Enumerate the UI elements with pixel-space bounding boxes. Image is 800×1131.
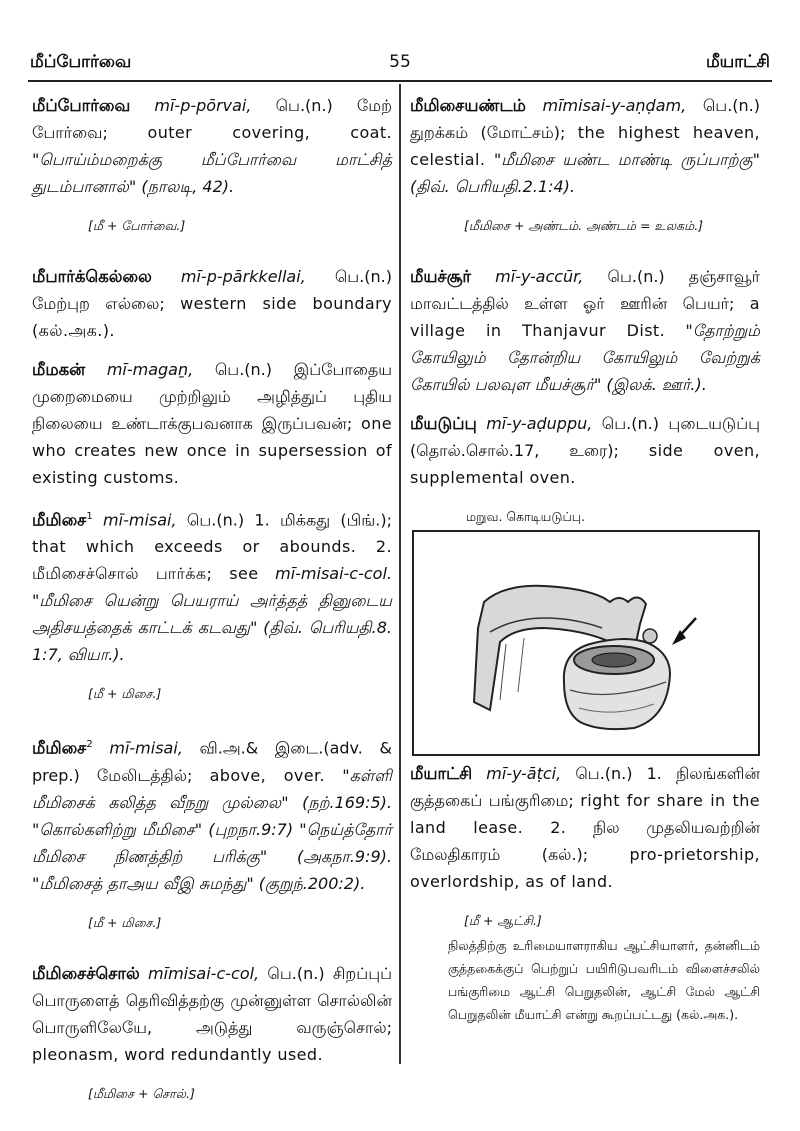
headword: மீமகன் <box>32 360 86 379</box>
oven-illustration-figure <box>412 530 760 756</box>
side-oven-illustration <box>414 532 758 754</box>
right-column <box>410 92 760 587</box>
dictionary-entry <box>410 410 760 491</box>
etymology: [மீமிசை + அண்டம். அண்டம் = உலகம்.] <box>464 218 704 233</box>
dictionary-entry <box>410 92 760 200</box>
transliteration: mī-y-aḍuppu, <box>486 414 593 433</box>
tamil-definition: சிறப்புப் பொருளைத் தெரிவித்தற்கு முன்னுள்ள சொல்லின் பொருளிலேயே, அடுத்து வருஞ்சொல்; <box>32 963 392 1037</box>
etymology: [மீமிசை + சொல்.] <box>88 1085 195 1101</box>
dictionary-entry <box>32 731 392 896</box>
dictionary-entry <box>32 263 392 344</box>
quotation: "கள்ளி மீமிசைக் கலித்த வீநறு முல்லை" (நற்.169:5). "கொல்களிற்று மீமிசை" (புறநா.9:7) "நெய்த்தோர் மீமிசை நிணத்திற் பரிக்கு" (அகநா.9:9). "மீமிசைத் தாஅய வீஇ சுமந்து" (குறுந்.200:2). <box>32 765 392 893</box>
left-column <box>32 92 392 1131</box>
tamil-definition: துறக்கம் (மோட்சம்); <box>410 123 566 142</box>
grammar-tag: பெ.(n.) <box>267 963 325 983</box>
headword: மீப்போர்வை <box>32 96 131 115</box>
right-column-lower <box>410 760 760 958</box>
tamil-definition: மேற்புற எல்லை; <box>32 294 165 313</box>
tamil-definition-2: நில முதலியவற்றின் மேலதிகாரம் (கல்.); <box>410 818 760 864</box>
grammar-tag: பெ.(n.) <box>214 360 272 379</box>
transliteration: mīmisai-c-col, <box>148 963 260 983</box>
english-definition: above, over. <box>209 765 326 785</box>
transliteration: mī-misai, <box>109 738 183 758</box>
headword: மீயச்சூர் <box>410 267 472 286</box>
english-definition: pleonasm, word redundantly used. <box>32 1044 323 1064</box>
grammar-tag: பெ.(n.) <box>607 267 665 286</box>
tamil-definition: இப்போதைய முறைமையை முற்றிலும் அழித்துப் புதிய நிலையை உண்டாக்குபவனாக இருப்பவன்; <box>32 360 393 433</box>
quotation: "மீமிசை யென்று பெயராய் அர்த்தத் தினுடைய அதிசயத்தைக் காட்டக் கடவது" <box>32 591 392 638</box>
homonym-number: 2 <box>86 739 93 751</box>
citation: (திவ். பெரியதி.8. 1:7, வியா.). <box>32 618 392 665</box>
grammar-tag: பெ.(n.) <box>601 414 659 433</box>
tamil-definition: 1. நிலங்களின் குத்தகைப் பங்குரிமை; <box>410 764 761 810</box>
english-definition: western side boundary (கல்.அக.). <box>32 294 392 340</box>
etymology: [மீ + ஆட்சி.] <box>464 913 542 928</box>
dictionary-entry <box>410 760 760 895</box>
tamil-definition: புடையடுப்பு (தொல்.சொல்.17, உரை); <box>410 414 760 460</box>
english-definition: that which exceeds or abounds. 2. மீமிசைச்சொல் பார்க்க; see <box>32 537 392 584</box>
grammar-tag: பெ.(n.) <box>334 267 392 286</box>
english-definition: a village in Thanjavur Dist. <box>410 294 760 340</box>
tamil-definition: மேலிடத்தில்; <box>96 765 193 785</box>
grammar-tag: பெ.(n.) <box>575 764 633 783</box>
etymology: [மீ + மிசை.] <box>88 686 162 702</box>
english-definition-2: pro-prietorship, overlordship, as of land. <box>410 845 760 891</box>
transliteration: mī-y-āṭci, <box>486 764 562 783</box>
quotation: "மீமிசை யண்ட மாண்டி ருப்பாற்கு" <box>493 150 760 169</box>
english-definition: one who creates new once in supersession of existing customs. <box>32 414 393 487</box>
grammar-tag: பெ.(n.) <box>275 96 333 115</box>
headword: மீமிசை <box>32 510 87 530</box>
headword: மீமிசை <box>32 738 87 758</box>
column-divider <box>399 84 401 1064</box>
citation: (நாலடி, 42). <box>141 177 235 196</box>
dictionary-entry <box>32 503 392 668</box>
dictionary-entry <box>32 92 392 200</box>
transliteration: mī-p-pārkkellai, <box>180 267 306 286</box>
english-definition: outer covering, coat. <box>147 123 392 142</box>
running-header <box>28 50 772 82</box>
transliteration: mī-misai, <box>103 510 177 530</box>
dictionary-entry <box>32 356 392 491</box>
quotation: "தோற்றும் கோயிலும் தோன்றிய கோயிலும் வேற்றுக் கோயில் பலவுள மீயச்சூர்" <box>410 321 760 394</box>
headword: மீபார்க்கெல்லை <box>32 267 152 286</box>
see-reference: mī-misai-c-col. <box>275 564 392 584</box>
dictionary-entry <box>410 263 760 398</box>
grammar-tag: வி.அ.& இடை.(adv. & prep.) <box>32 738 392 785</box>
headword: மீயாட்சி <box>410 764 473 783</box>
english-definition: the highest heaven, celestial. <box>410 123 760 169</box>
transliteration: mī-y-accūr, <box>495 267 584 286</box>
tamil-definition: 1. மிக்கது (பிங்.); <box>254 510 393 530</box>
transliteration: mīmisai-y-aṇḍam, <box>542 96 687 115</box>
transliteration: mī-magaṉ, <box>106 360 194 379</box>
english-definition: right for share in the land lease. 2. <box>410 791 760 837</box>
english-definition: side oven, supplemental oven. <box>410 441 760 487</box>
headword: மீயடுப்பு <box>410 414 477 433</box>
dictionary-entry <box>32 960 392 1068</box>
tamil-definition: மேற் போர்வை; <box>32 96 393 142</box>
etymology: [மீ + மிசை.] <box>88 914 162 930</box>
variant-note: மறுவ. கொடியடுப்பு. <box>466 509 586 524</box>
headword: மீமிசையண்டம் <box>410 96 526 115</box>
citation: (திவ். பெரியதி.2.1:4). <box>410 177 575 196</box>
grammar-tag: பெ.(n.) <box>702 96 760 115</box>
quotation: "பொய்ம்மறைக்கு மீப்போர்வை மாட்சித் துடம்பானால்" <box>32 150 392 196</box>
etymology: [மீ + போர்வை.] <box>88 218 186 233</box>
grammar-tag: பெ.(n.) <box>186 510 245 530</box>
page-number: 55 <box>389 52 411 72</box>
header-guide-word-right: மீயாட்சி <box>705 52 770 72</box>
explanatory-paragraph: நிலத்திற்கு உரிமையாளராகிய ஆட்சியாளர், தன்னிடம் குத்தகைக்குப் பெற்றுப் பயிரிடுபவரிடம் விளைச்சலில் பங்குரிமை ஆட்சி பெறுதலின், ஆட்சி மேல் ஆட்சி பெறுதலின் மீயாட்சி என்று கூறப்பட்டது (கல்.அக.). <box>448 938 760 1022</box>
header-guide-word-left: மீப்போர்வை <box>30 52 132 72</box>
transliteration: mī-p-pōrvai, <box>154 96 252 115</box>
headword: மீமிசைச்சொல் <box>32 963 140 983</box>
homonym-number: 1 <box>86 511 93 522</box>
citation: (இலக். ஊர்.). <box>606 375 707 394</box>
tamil-definition: தஞ்சாவூர் மாவட்டத்தில் உள்ள ஓர் ஊரின் பெயர்; <box>410 267 761 313</box>
